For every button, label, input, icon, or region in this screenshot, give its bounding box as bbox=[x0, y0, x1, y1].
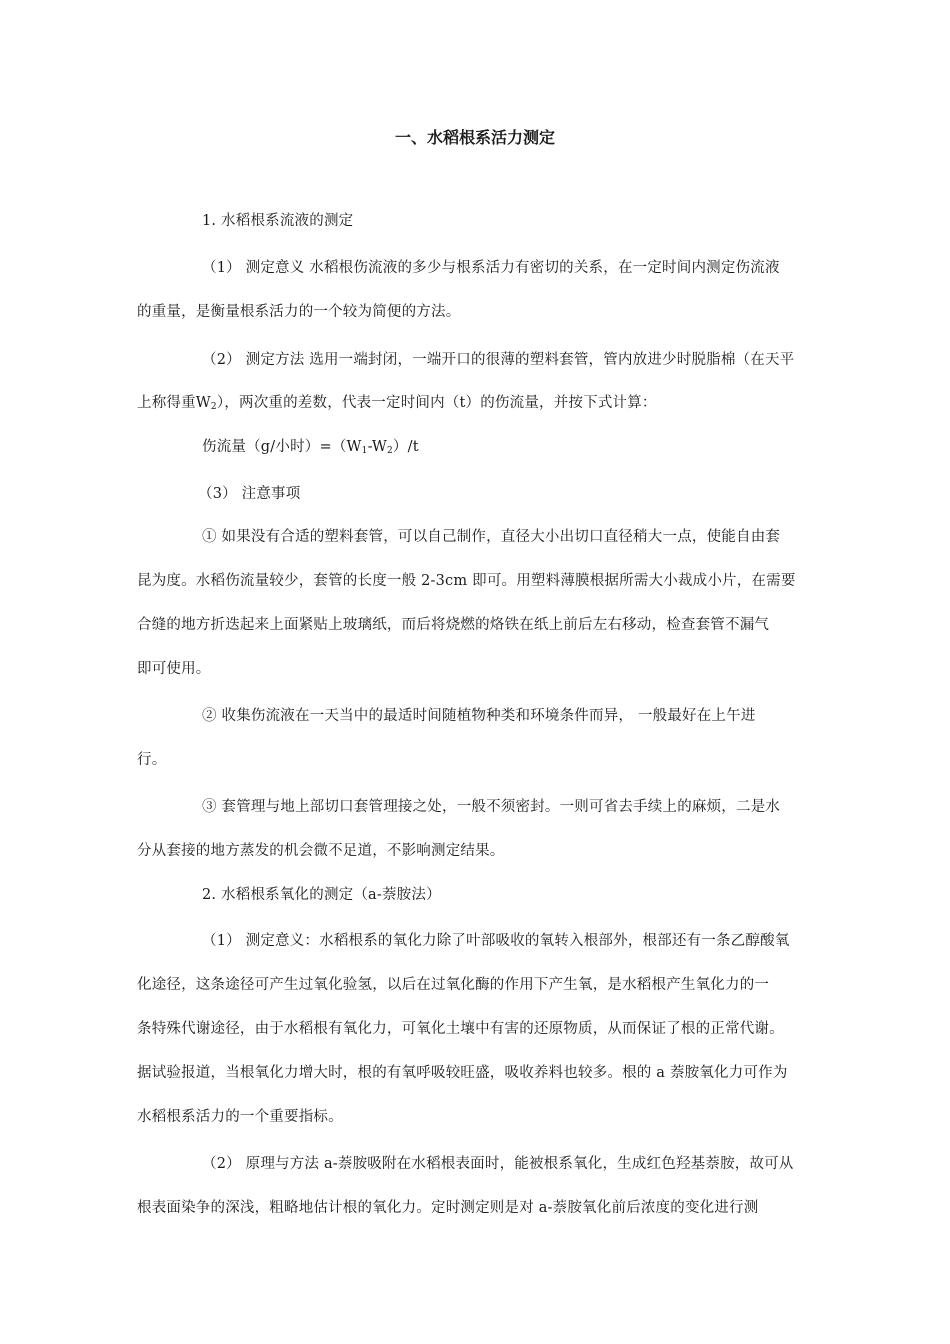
paragraph-line: （2） 原理与方法 a-萘胺吸附在水稻根表面时，能被根系氧化，生成红色羟基萘胺，故可从 bbox=[202, 1156, 794, 1172]
paragraph-line: （2） 测定方法 选用一端封闭，一端开口的很薄的塑料套管，管内放进少时脱脂棉（在天平 bbox=[202, 352, 795, 368]
section-heading-1: 1. 水稻根系流液的测定 bbox=[202, 213, 354, 229]
paragraph-line bbox=[137, 393, 657, 413]
subscript: 2 bbox=[386, 446, 393, 456]
subscript: 1 bbox=[361, 446, 368, 456]
paragraph-line: （1） 测定意义：水稻根系的氧化力除了叶部吸收的氧转入根部外，根部还有一条乙醇酸氧 bbox=[202, 933, 790, 949]
paragraph-line: 合缝的地方折迭起来上面紧贴上玻璃纸，而后将烧燃的烙铁在纸上前后左右移动，检查套管不漏气 bbox=[137, 617, 770, 633]
subscript: 2 bbox=[210, 402, 217, 412]
paragraph-line: 条特殊代谢途径，由于水稻根有氧化力，可氧化土壤中有害的还原物质，从而保证了根的正常代谢。 bbox=[137, 1021, 784, 1037]
section-heading-2: 2. 水稻根系氧化的测定（a-萘胺法） bbox=[202, 887, 441, 903]
paragraph-line: ① 如果没有合适的塑料套管，可以自己制作，直径大小出切口直径稍大一点，使能自由套 bbox=[202, 529, 781, 545]
paragraph-line: ② 收集伤流液在一天当中的最适时间随植物种类和环境条件而异， 一般最好在上午进 bbox=[202, 708, 756, 724]
text-fragment: ），两次重的差数，代表一定时间内（t）的伤流量，并按下式计算： bbox=[216, 395, 657, 411]
paragraph-line: （1） 测定意义 水稻根伤流液的多少与根系活力有密切的关系，在一定时间内测定伤流液 bbox=[202, 260, 780, 276]
paragraph-line: 化途径，这条途径可产生过氧化验氢，以后在过氧化酶的作用下产生氧，是水稻根产生氧化力的一 bbox=[137, 977, 770, 993]
page-title: 一、水稻根系活力测定 bbox=[394, 128, 555, 147]
paragraph-line: 据试验报道，当根氧化力增大时，根的有氧呼吸较旺盛，吸收养料也较多。根的 a 萘胺氧化力可作为 bbox=[137, 1065, 788, 1081]
formula-text: ）/t bbox=[392, 439, 419, 455]
paragraph-line: ③ 套管理与地上部切口套管理接之处，一般不须密封。一则可省去手续上的麻烦，二是水 bbox=[202, 799, 781, 815]
formula bbox=[202, 437, 419, 457]
subsection-heading: （3） 注意事项 bbox=[198, 486, 301, 502]
paragraph-line: 根表面染争的深浅，粗略地估计根的氧化力。定时测定则是对 a-萘胺氧化前后浓度的变化进行测 bbox=[137, 1200, 759, 1216]
paragraph-line: 即可使用。 bbox=[137, 661, 211, 677]
formula-text: 伤流量（g/小时）=（W bbox=[202, 439, 362, 455]
paragraph-line: 的重量，是衡量根系活力的一个较为简便的方法。 bbox=[137, 304, 461, 320]
paragraph-line: 昆为度。水稻伤流量较少，套管的长度一般 2-3cm 即可。用塑料薄膜根据所需大小裁成小片，在需要 bbox=[137, 573, 796, 589]
formula-text: -W bbox=[367, 439, 387, 455]
text-fragment: 上称得重W bbox=[137, 395, 211, 411]
paragraph-line: 行。 bbox=[137, 752, 167, 768]
paragraph-line: 分从套接的地方蒸发的机会微不足道，不影响测定结果。 bbox=[137, 843, 505, 859]
paragraph-line: 水稻根系活力的一个重要指标。 bbox=[137, 1109, 343, 1125]
